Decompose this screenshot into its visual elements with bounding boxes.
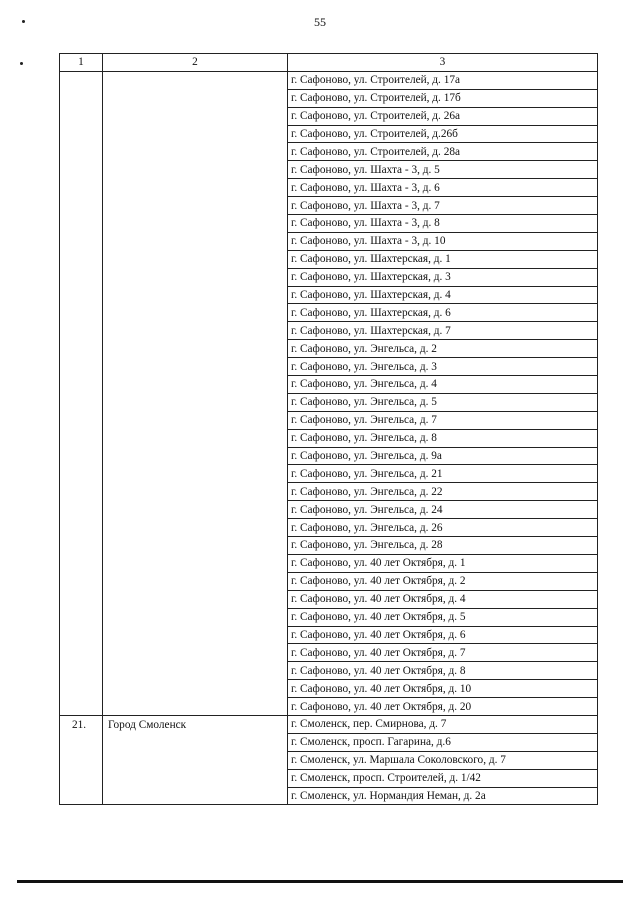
address-cell: г. Сафоново, ул. Шахтерская, д. 6 — [288, 304, 598, 322]
address-cell: г. Сафоново, ул. Шахта - 3, д. 10 — [288, 232, 598, 250]
address-cell: г. Сафоново, ул. 40 лет Октября, д. 2 — [288, 572, 598, 590]
address-cell: г. Сафоново, ул. Энгельса, д. 9а — [288, 447, 598, 465]
address-cell: г. Сафоново, ул. Энгельса, д. 28 — [288, 537, 598, 555]
address-cell: г. Сафоново, ул. Энгельса, д. 8 — [288, 429, 598, 447]
column-header-2: 2 — [103, 54, 288, 72]
address-cell: г. Сафоново, ул. Шахта - 3, д. 7 — [288, 197, 598, 215]
address-cell: г. Сафоново, ул. 40 лет Октября, д. 4 — [288, 590, 598, 608]
column-header-3: 3 — [288, 54, 598, 72]
address-cell: г. Сафоново, ул. Энгельса, д. 2 — [288, 340, 598, 358]
address-cell: г. Смоленск, просп. Строителей, д. 1/42 — [288, 769, 598, 787]
address-cell: г. Сафоново, ул. 40 лет Октября, д. 1 — [288, 554, 598, 572]
address-cell: г. Сафоново, ул. Энгельса, д. 26 — [288, 519, 598, 537]
address-cell: г. Смоленск, ул. Маршала Соколовского, д. 7 — [288, 751, 598, 769]
address-cell: г. Сафоново, ул. 40 лет Октября, д. 7 — [288, 644, 598, 662]
address-cell: г. Сафоново, ул. Энгельса, д. 5 — [288, 393, 598, 411]
bottom-rule — [17, 880, 623, 883]
address-cell: г. Сафоново, ул. Энгельса, д. 3 — [288, 358, 598, 376]
address-table — [59, 53, 598, 805]
address-cell: г. Сафоново, ул. Шахта - 3, д. 5 — [288, 161, 598, 179]
address-cell: г. Сафоново, ул. Энгельса, д. 21 — [288, 465, 598, 483]
address-cell: г. Сафоново, ул. Строителей, д.26б — [288, 125, 598, 143]
address-cell: г. Смоленск, пер. Смирнова, д. 7 — [288, 715, 598, 733]
address-cell: г. Смоленск, ул. Нормандия Неман, д. 2а — [288, 787, 598, 805]
address-cell: г. Сафоново, ул. Строителей, д. 26а — [288, 107, 598, 125]
address-cell: г. Смоленск, просп. Гагарина, д.6 — [288, 733, 598, 751]
address-cell: г. Сафоново, ул. Шахта - 3, д. 8 — [288, 215, 598, 233]
address-cell: г. Сафоново, ул. Энгельса, д. 22 — [288, 483, 598, 501]
column-header-1: 1 — [60, 54, 103, 72]
page-number: 55 — [314, 15, 326, 29]
address-cell: г. Сафоново, ул. Строителей, д. 28а — [288, 143, 598, 161]
settlement-name: Город Смоленск — [103, 715, 288, 804]
address-cell: г. Сафоново, ул. 40 лет Октября, д. 6 — [288, 626, 598, 644]
scan-speck — [22, 20, 25, 23]
address-cell: г. Сафоново, ул. Шахта - 3, д. 6 — [288, 179, 598, 197]
table-body — [60, 71, 598, 805]
address-cell: г. Сафоново, ул. 40 лет Октября, д. 20 — [288, 698, 598, 716]
address-cell: г. Сафоново, ул. Строителей, д. 17б — [288, 89, 598, 107]
address-cell: г. Сафоново, ул. 40 лет Октября, д. 10 — [288, 680, 598, 698]
address-cell: г. Сафоново, ул. Шахтерская, д. 1 — [288, 250, 598, 268]
row-number — [60, 71, 103, 715]
address-cell: г. Сафоново, ул. Шахтерская, д. 3 — [288, 268, 598, 286]
address-cell: г. Сафоново, ул. Шахтерская, д. 4 — [288, 286, 598, 304]
row-number: 21. — [60, 715, 103, 804]
address-cell: г. Сафоново, ул. Энгельса, д. 4 — [288, 376, 598, 394]
address-cell: г. Сафоново, ул. 40 лет Октября, д. 8 — [288, 662, 598, 680]
scan-speck — [20, 62, 23, 65]
address-cell: г. Сафоново, ул. Энгельса, д. 24 — [288, 501, 598, 519]
address-cell: г. Сафоново, ул. 40 лет Октября, д. 5 — [288, 608, 598, 626]
header-row — [60, 54, 598, 72]
address-cell: г. Сафоново, ул. Энгельса, д. 7 — [288, 411, 598, 429]
table-row — [60, 71, 598, 89]
address-cell: г. Сафоново, ул. Шахтерская, д. 7 — [288, 322, 598, 340]
table-row — [60, 715, 598, 733]
settlement-name — [103, 71, 288, 715]
address-cell: г. Сафоново, ул. Строителей, д. 17а — [288, 71, 598, 89]
